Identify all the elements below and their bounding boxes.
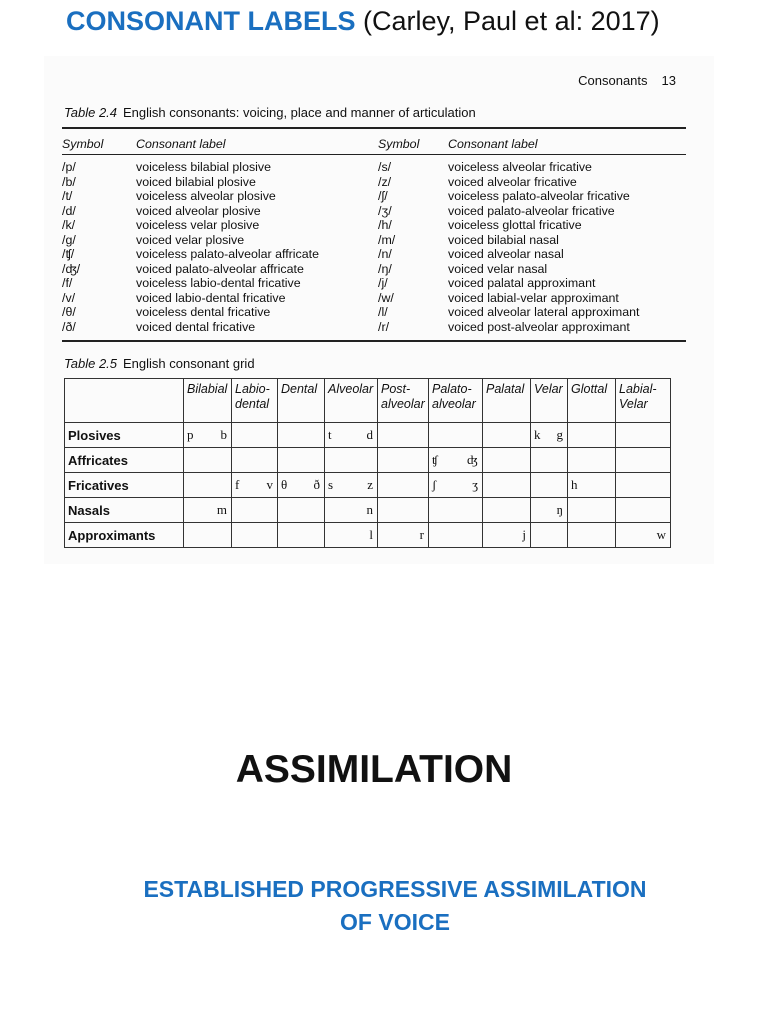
symbol-cell: /d/ — [62, 203, 76, 218]
grid-row-label: Plosives — [65, 423, 184, 448]
table-header-consonant-label: Consonant label — [136, 137, 226, 151]
slide-title-citation: (Carley, Paul et al: 2017) — [355, 6, 660, 36]
scanned-book-page — [44, 56, 714, 564]
grid-column-header-line: Velar — [534, 382, 563, 396]
grid-cell — [378, 523, 429, 548]
symbol-cell: /p/ — [62, 160, 76, 174]
subtitle-line-1: ESTABLISHED PROGRESSIVE ASSIMILATION — [143, 876, 647, 902]
grid-cell — [616, 498, 671, 523]
consonant-label-cell: voiced alveolar nasal — [448, 247, 564, 261]
consonant-label-cell: voiceless bilabial plosive — [136, 160, 271, 174]
voiced-symbol: ŋ — [556, 502, 563, 517]
grid-cell — [378, 498, 429, 523]
subtitle-line-2: OF VOICE — [340, 909, 450, 935]
grid-cell — [232, 523, 278, 548]
consonant-label-cell: voiced palato-alveolar affricate — [136, 261, 304, 276]
grid-row — [65, 448, 671, 473]
voiced-symbol: r — [419, 527, 424, 542]
grid-cell — [232, 473, 278, 498]
consonant-label-cell: voiced alveolar fricative — [448, 174, 577, 189]
grid-column-header-line: Alveolar — [328, 382, 374, 396]
voiced-symbol: v — [266, 477, 273, 492]
consonant-label-cell: voiced labial-velar approximant — [448, 290, 619, 305]
table-2-4 — [62, 134, 686, 334]
grid-cell — [278, 473, 325, 498]
grid-column-header-line: dental — [235, 397, 270, 411]
table-2-4-caption-text: English consonants: voicing, place and manner of articulation — [123, 105, 476, 120]
voiced-symbol: m — [216, 502, 227, 517]
table-2-5-caption-text: English consonant grid — [123, 356, 255, 371]
grid-column-header-line: Palatal — [486, 382, 525, 396]
grid-cell — [568, 473, 616, 498]
consonant-label-cell: voiced velar plosive — [136, 232, 245, 247]
consonant-label-cell: voiced bilabial nasal — [448, 232, 559, 247]
table-2-4-bottom-rule — [62, 340, 686, 342]
grid-column-header-line: Bilabial — [187, 382, 228, 396]
consonant-grid — [64, 378, 671, 548]
consonant-label-cell: voiced labio-dental fricative — [136, 290, 286, 305]
grid-cell — [429, 423, 483, 448]
symbol-cell: /z/ — [378, 174, 392, 189]
grid-column-header — [325, 379, 378, 423]
grid-cell — [616, 448, 671, 473]
consonant-label-cell: voiced alveolar lateral approximant — [448, 305, 640, 319]
voiceless-symbol: h — [571, 477, 578, 492]
grid-cell — [483, 448, 531, 473]
consonant-label-cell: voiceless glottal fricative — [448, 218, 582, 232]
grid-cell — [184, 498, 232, 523]
grid-cell — [325, 423, 378, 448]
table-2-4-caption-number: Table 2.4 — [64, 105, 118, 120]
voiced-symbol: ʤ — [467, 452, 478, 467]
grid-cell — [616, 473, 671, 498]
consonant-label-cell: voiced post-alveolar approximant — [448, 319, 630, 334]
table-row — [62, 154, 686, 175]
consonant-label-cell: voiceless alveolar fricative — [448, 160, 592, 174]
consonant-label-cell: voiceless palato-alveolar affricate — [136, 247, 319, 261]
consonant-label-cell: voiceless labio-dental fricative — [136, 276, 301, 290]
grid-column-header-line: Glottal — [571, 382, 608, 396]
grid-cell — [325, 448, 378, 473]
grid-cell — [531, 448, 568, 473]
page-header — [578, 73, 676, 88]
grid-cell — [568, 423, 616, 448]
grid-cell — [378, 448, 429, 473]
symbol-cell: /h/ — [378, 218, 392, 232]
table-2-4-caption — [64, 105, 476, 120]
grid-cell — [184, 523, 232, 548]
grid-column-header-line: alveolar — [381, 397, 425, 411]
grid-cell — [378, 473, 429, 498]
grid-row-label: Fricatives — [65, 473, 184, 498]
consonant-label-cell: voiced palato-alveolar fricative — [448, 203, 615, 218]
voiceless-symbol: s — [328, 477, 334, 492]
symbol-cell: /r/ — [378, 319, 390, 334]
grid-row — [65, 473, 671, 498]
symbol-cell: /n/ — [378, 247, 392, 261]
grid-cell — [429, 523, 483, 548]
table-header-symbol: Symbol — [62, 137, 104, 151]
grid-cell — [483, 498, 531, 523]
consonant-label-cell: voiceless dental fricative — [136, 305, 271, 319]
symbol-cell: /j/ — [378, 276, 388, 290]
symbol-cell: /l/ — [378, 305, 388, 319]
table-header-symbol: Symbol — [378, 137, 420, 151]
symbol-cell: /m/ — [378, 232, 396, 247]
grid-cell — [483, 473, 531, 498]
table-row — [62, 175, 686, 190]
voiced-symbol: b — [220, 427, 227, 442]
grid-row-label: Nasals — [65, 498, 184, 523]
grid-row — [65, 523, 671, 548]
voiced-symbol: w — [656, 527, 666, 542]
table-row — [62, 291, 686, 306]
grid-column-header — [429, 379, 483, 423]
grid-cell — [429, 448, 483, 473]
grid-column-header-line: Velar — [619, 397, 648, 411]
section-heading: ASSIMILATION — [235, 748, 513, 791]
grid-cell — [184, 473, 232, 498]
grid-cell — [378, 423, 429, 448]
consonant-label-cell: voiceless alveolar plosive — [136, 189, 276, 203]
grid-cell — [278, 523, 325, 548]
voiced-symbol: n — [366, 502, 373, 517]
symbol-cell: /ʤ/ — [62, 261, 81, 276]
grid-cell — [531, 523, 568, 548]
voiced-symbol: j — [522, 527, 526, 542]
symbol-cell: /ð/ — [62, 319, 76, 334]
voiced-symbol: g — [556, 427, 563, 442]
voiced-symbol: ʒ — [472, 477, 478, 492]
symbol-cell: /θ/ — [62, 305, 76, 319]
voiced-symbol: z — [367, 477, 373, 492]
grid-cell — [531, 423, 568, 448]
consonant-label-cell: voiceless velar plosive — [136, 218, 260, 232]
voiceless-symbol: f — [235, 477, 240, 492]
grid-cell — [531, 473, 568, 498]
symbol-cell: /s/ — [378, 160, 392, 174]
voiced-symbol: ð — [313, 477, 320, 492]
grid-column-header — [278, 379, 325, 423]
page-number: 13 — [661, 73, 676, 88]
symbol-cell: /ŋ/ — [378, 261, 392, 276]
grid-cell — [616, 423, 671, 448]
table-header-consonant-label: Consonant label — [448, 137, 538, 151]
slide-title — [66, 6, 660, 37]
grid-column-header — [378, 379, 429, 423]
consonant-label-cell: voiced alveolar plosive — [136, 203, 261, 218]
grid-row-label: Approximants — [65, 523, 184, 548]
grid-column-header-line: Labial- — [619, 382, 657, 396]
consonant-label-cell: voiced palatal approximant — [448, 276, 596, 290]
grid-column-header — [483, 379, 531, 423]
table-row — [62, 233, 686, 248]
grid-column-header — [616, 379, 671, 423]
symbol-cell: /f/ — [62, 276, 73, 290]
table-2-4-top-rule — [62, 127, 686, 129]
grid-cell — [232, 423, 278, 448]
voiced-symbol: d — [366, 427, 373, 442]
grid-cell — [616, 523, 671, 548]
consonant-label-cell: voiced dental fricative — [136, 319, 256, 334]
grid-row — [65, 423, 671, 448]
voiceless-symbol: t — [328, 427, 332, 442]
symbol-cell: /k/ — [62, 218, 76, 232]
symbol-cell: /w/ — [378, 290, 394, 305]
symbol-cell: /t/ — [62, 189, 73, 203]
grid-cell — [184, 423, 232, 448]
consonant-label-cell: voiceless palato-alveolar fricative — [448, 189, 630, 203]
grid-column-header — [184, 379, 232, 423]
grid-cell — [325, 473, 378, 498]
table-row — [62, 320, 686, 335]
table-row — [62, 262, 686, 277]
voiced-symbol: l — [369, 527, 373, 542]
symbol-cell: /b/ — [62, 174, 76, 189]
grid-cell — [483, 423, 531, 448]
grid-row — [65, 498, 671, 523]
voiceless-symbol: ʃ — [432, 477, 437, 492]
grid-row-label: Affricates — [65, 448, 184, 473]
consonant-label-cell: voiced bilabial plosive — [136, 174, 256, 189]
grid-cell — [232, 448, 278, 473]
grid-cell — [325, 523, 378, 548]
grid-cell — [483, 523, 531, 548]
table-row — [62, 204, 686, 219]
grid-corner-cell — [65, 379, 184, 423]
symbol-cell: /g/ — [62, 232, 76, 247]
table-2-4-body — [62, 154, 686, 334]
grid-cell — [429, 473, 483, 498]
table-row — [62, 189, 686, 204]
voiceless-symbol: ʧ — [432, 452, 438, 467]
grid-column-header-line: Labio- — [235, 382, 270, 396]
grid-cell — [568, 523, 616, 548]
grid-column-header-line: Dental — [281, 382, 318, 396]
grid-column-header-line: Post- — [381, 382, 411, 396]
grid-cell — [278, 498, 325, 523]
grid-column-header — [531, 379, 568, 423]
symbol-cell: /ʃ/ — [378, 189, 388, 203]
slide-title-accent: CONSONANT LABELS — [66, 6, 356, 36]
grid-cell — [184, 448, 232, 473]
grid-cell — [232, 498, 278, 523]
grid-column-header-line: alveolar — [432, 397, 476, 411]
grid-cell — [568, 448, 616, 473]
grid-cell — [568, 498, 616, 523]
table-row — [62, 218, 686, 233]
grid-cell — [278, 423, 325, 448]
table-row — [62, 305, 686, 320]
symbol-cell: /v/ — [62, 290, 76, 305]
grid-cell — [531, 498, 568, 523]
table-2-5-caption — [64, 356, 255, 371]
table-2-5-caption-number: Table 2.5 — [64, 356, 118, 371]
voiceless-symbol: θ — [281, 477, 288, 492]
grid-column-header — [568, 379, 616, 423]
grid-column-header-line: Palato- — [432, 382, 472, 396]
table-row — [62, 276, 686, 291]
symbol-cell: /ʧ/ — [62, 247, 75, 261]
symbol-cell: /ʒ/ — [378, 203, 392, 218]
page-header-section: Consonants — [578, 73, 648, 88]
voiceless-symbol: p — [187, 427, 194, 442]
grid-cell — [429, 498, 483, 523]
table-row — [62, 247, 686, 262]
grid-column-header — [232, 379, 278, 423]
voiceless-symbol: k — [534, 427, 541, 442]
consonant-label-cell: voiced velar nasal — [448, 261, 548, 276]
section-subtitle — [0, 873, 768, 939]
grid-cell — [325, 498, 378, 523]
grid-cell — [278, 448, 325, 473]
